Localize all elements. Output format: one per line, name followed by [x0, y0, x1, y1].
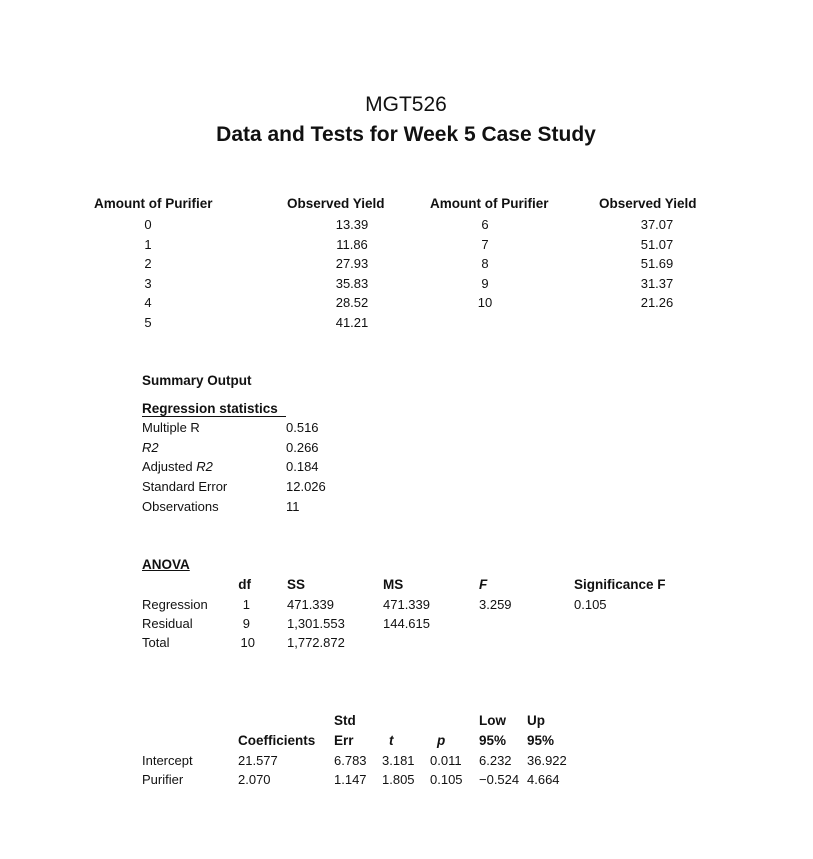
anova-significance: 0.105 [574, 597, 607, 612]
amount-cell: 3 [144, 276, 152, 291]
anova-heading: ANOVA [142, 557, 190, 572]
page-subtitle: Data and Tests for Week 5 Case Study [216, 123, 596, 146]
stat-label: Standard Error [142, 479, 228, 494]
stat-label: Multiple R [142, 420, 200, 435]
regression-statistics-heading: Regression statistics [142, 401, 278, 416]
stat-value: 0.516 [286, 420, 319, 435]
yield-cell: 31.37 [640, 276, 674, 291]
anova-ms: 144.615 [383, 616, 430, 631]
anova-header-significance: Significance F [574, 577, 666, 592]
yield-cell: 37.07 [640, 217, 674, 232]
coef-header-coefficients: Coefficients [238, 733, 316, 748]
anova-ss: 471.339 [287, 597, 334, 612]
anova-f: 3.259 [479, 597, 512, 612]
anova-header-ms: MS [383, 577, 404, 592]
amount-cell: 9 [481, 276, 489, 291]
coef-up95: 4.664 [527, 772, 560, 787]
coef-t: 1.805 [382, 772, 415, 787]
coef-header-std-line2: Err [334, 733, 354, 748]
coef-row-label: Purifier [142, 772, 184, 787]
anova-row-label: Residual [142, 616, 193, 631]
amount-cell: 4 [144, 295, 152, 310]
anova-header-f: F [479, 577, 488, 592]
course-title: MGT526 [365, 93, 447, 116]
coef-value: 2.070 [238, 772, 271, 787]
anova-df: 1 [242, 597, 250, 612]
header-amount-right: Amount of Purifier [430, 196, 549, 211]
anova-row-label: Total [142, 635, 170, 650]
coef-header-low-line2: 95% [479, 733, 507, 748]
coef-std-err: 6.783 [334, 753, 367, 768]
anova-ss: 1,301.553 [287, 616, 345, 631]
amount-cell: 10 [477, 295, 493, 310]
coef-header-up-line2: 95% [527, 733, 555, 748]
anova-header-ss: SS [287, 577, 306, 592]
amount-cell: 0 [144, 217, 152, 232]
anova-header-df: df [238, 577, 251, 592]
coef-header-low-line1: Low [479, 713, 506, 728]
stat-value: 0.266 [286, 440, 319, 455]
stat-label: Observations [142, 499, 219, 514]
summary-output-title: Summary Output [142, 373, 252, 388]
amount-cell: 6 [481, 217, 489, 232]
coef-p: 0.011 [430, 753, 462, 768]
anova-df: 10 [240, 635, 255, 650]
coef-header-std-line1: Std [334, 713, 356, 728]
header-amount-left: Amount of Purifier [94, 196, 213, 211]
header-yield-left: Observed Yield [287, 196, 385, 211]
stat-label: R2 [142, 440, 159, 455]
amount-cell: 1 [144, 237, 152, 252]
yield-cell: 51.69 [640, 256, 674, 271]
header-yield-right: Observed Yield [599, 196, 697, 211]
amount-cell: 2 [144, 256, 152, 271]
regression-statistics-rule [142, 416, 286, 417]
coef-header-up-line1: Up [527, 713, 545, 728]
stat-value: 0.184 [286, 459, 319, 474]
anova-ss: 1,772.872 [287, 635, 345, 650]
stat-value: 12.026 [286, 479, 326, 494]
stat-label: Adjusted R2 [142, 459, 213, 474]
coef-p: 0.105 [430, 772, 463, 787]
yield-cell: 51.07 [640, 237, 674, 252]
anova-df: 9 [242, 616, 250, 631]
yield-cell: 41.21 [335, 315, 369, 330]
stat-value: 11 [286, 499, 300, 514]
coef-up95: 36.922 [527, 753, 567, 768]
yield-cell: 13.39 [335, 217, 369, 232]
coef-std-err: 1.147 [334, 772, 367, 787]
anova-row-label: Regression [142, 597, 208, 612]
yield-cell: 21.26 [640, 295, 674, 310]
amount-cell: 8 [481, 256, 489, 271]
anova-ms: 471.339 [383, 597, 430, 612]
yield-cell: 11.86 [336, 237, 368, 252]
coef-t: 3.181 [382, 753, 415, 768]
yield-cell: 35.83 [335, 276, 369, 291]
amount-cell: 5 [144, 315, 152, 330]
coef-header-t: t [389, 733, 394, 748]
yield-cell: 27.93 [335, 256, 369, 271]
coef-header-p: p [437, 733, 446, 748]
coef-low95: 6.232 [479, 753, 512, 768]
amount-cell: 7 [481, 237, 489, 252]
yield-cell: 28.52 [335, 295, 369, 310]
coef-value: 21.577 [238, 753, 278, 768]
coef-row-label: Intercept [142, 753, 193, 768]
coef-low95: −0.524 [479, 772, 520, 787]
